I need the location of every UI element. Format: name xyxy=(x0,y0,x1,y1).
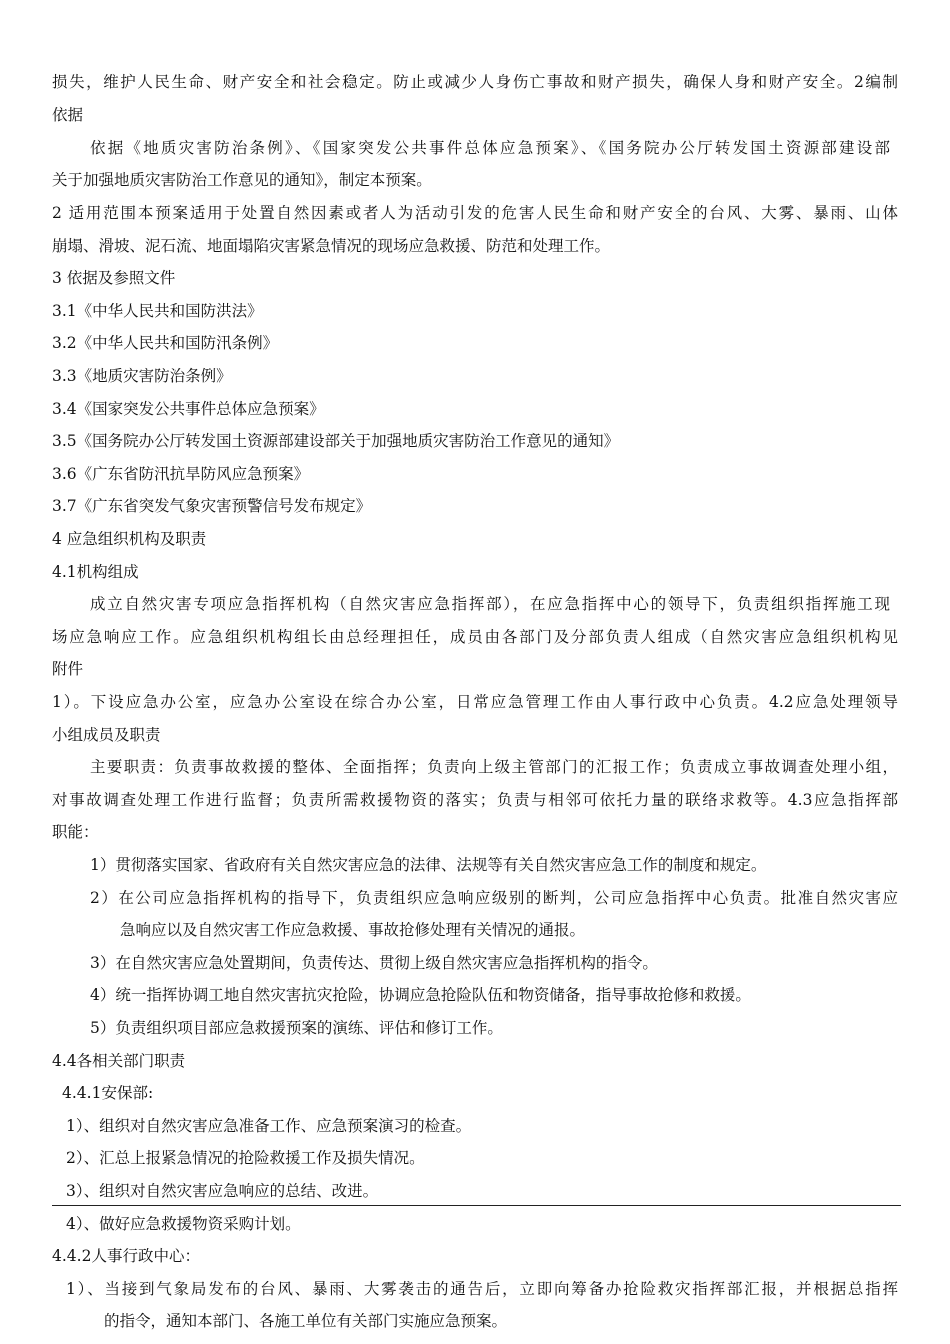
text-line: 场应急响应工作。应急组织机构组长由总经理担任，成员由各部门及分部负责人组成（自然灾害应急组织机构见 xyxy=(52,628,898,646)
list-item: 2）在公司应急指挥机构的指导下，负责组织应急响应级别的断判，公司应急指挥中心负责。批准自然灾害应 xyxy=(90,889,898,907)
section-heading: 4 应急组织机构及职责 xyxy=(52,530,207,548)
text-line: 2 适用范围本预案适用于处置自然因素或者人为活动引发的危害人民生命和财产安全的台风、大雾、暴雨、山体 xyxy=(52,204,898,222)
list-item: 5）负责组织项目部应急救援预案的演练、评估和修订工作。 xyxy=(90,1019,503,1037)
reference-item: 3.7《广东省突发气象灾害预警信号发布规定》 xyxy=(52,497,372,515)
list-item: 3）、组织对自然灾害应急响应的总结、改进。 xyxy=(66,1182,379,1200)
reference-item: 3.6《广东省防汛抗旱防风应急预案》 xyxy=(52,465,310,483)
subsection-heading: 4.1机构组成 xyxy=(52,563,139,581)
text-line: 成立自然灾害专项应急指挥机构（自然灾害应急指挥部），在应急指挥中心的领导下，负责组织指挥施工现 xyxy=(90,595,890,613)
horizontal-rule xyxy=(52,1205,901,1206)
list-item-continuation: 的指令，通知本部门、各施工单位有关部门实施应急预案。 xyxy=(104,1312,508,1330)
subsection-heading: 4.4.2人事行政中心： xyxy=(52,1247,200,1265)
text-line: 依据 xyxy=(52,106,84,124)
reference-item: 3.2《中华人民共和国防汛条例》 xyxy=(52,334,279,352)
list-item: 1）、组织对自然灾害应急准备工作、应急预案演习的检查。 xyxy=(66,1117,472,1135)
reference-item: 3.1《中华人民共和国防洪法》 xyxy=(52,302,263,320)
reference-item: 3.3《地质灾害防治条例》 xyxy=(52,367,232,385)
list-item-continuation: 急响应以及自然灾害工作应急救援、事故抢修处理有关情况的通报。 xyxy=(120,921,586,939)
subsection-heading: 4.4.1安保部: xyxy=(62,1084,154,1102)
list-item: 1）、当接到气象局发布的台风、暴雨、大雾袭击的通告后，立即向筹备办抢险救灾指挥部汇报，并根据总指挥 xyxy=(66,1280,898,1298)
text-line: 对事故调查处理工作进行监督；负责所需救援物资的落实；负责与相邻可依托力量的联络求救等。4.3应急指挥部 xyxy=(52,791,898,809)
reference-item: 3.4《国家突发公共事件总体应急预案》 xyxy=(52,400,325,418)
list-item: 4）、做好应急救援物资采购计划。 xyxy=(66,1215,301,1233)
list-item: 3）在自然灾害应急处置期间，负责传达、贯彻上级自然灾害应急指挥机构的指令。 xyxy=(90,954,658,972)
list-item: 4）统一指挥协调工地自然灾害抗灾抢险，协调应急抢险队伍和物资储备，指导事故抢修和救援。 xyxy=(90,986,751,1004)
text-line: 小组成员及职责 xyxy=(52,726,161,744)
text-line: 主要职责：负责事故救援的整体、全面指挥；负责向上级主管部门的汇报工作；负责成立事故调查处理小组， xyxy=(90,758,898,776)
text-line: 依据《地质灾害防治条例》、《国家突发公共事件总体应急预案》、《国务院办公厅转发国土资源部建设部 xyxy=(90,139,890,157)
text-line: 关于加强地质灾害防治工作意见的通知》，制定本预案。 xyxy=(52,171,432,189)
text-line: 附件 xyxy=(52,660,84,678)
list-item: 2）、汇总上报紧急情况的抢险救援工作及损失情况。 xyxy=(66,1149,425,1167)
text-line: 1）。下设应急办公室，应急办公室设在综合办公室，日常应急管理工作由人事行政中心负责。4.2应急处理领导 xyxy=(52,693,898,711)
text-line: 损失，维护人民生命、财产安全和社会稳定。防止或减少人身伤亡事故和财产损失，确保人身和财产安全。2编制 xyxy=(52,73,898,91)
list-item: 1）贯彻落实国家、省政府有关自然灾害应急的法律、法规等有关自然灾害应急工作的制度和规定。 xyxy=(90,856,767,874)
text-line: 崩塌、滑坡、泥石流、地面塌陷灾害紧急情况的现场应急救援、防范和处理工作。 xyxy=(52,237,611,255)
section-heading: 3 依据及参照文件 xyxy=(52,269,176,287)
subsection-heading: 4.4各相关部门职责 xyxy=(52,1052,186,1070)
reference-item: 3.5《国务院办公厅转发国土资源部建设部关于加强地质灾害防治工作意见的通知》 xyxy=(52,432,620,450)
text-line: 职能： xyxy=(52,823,99,841)
